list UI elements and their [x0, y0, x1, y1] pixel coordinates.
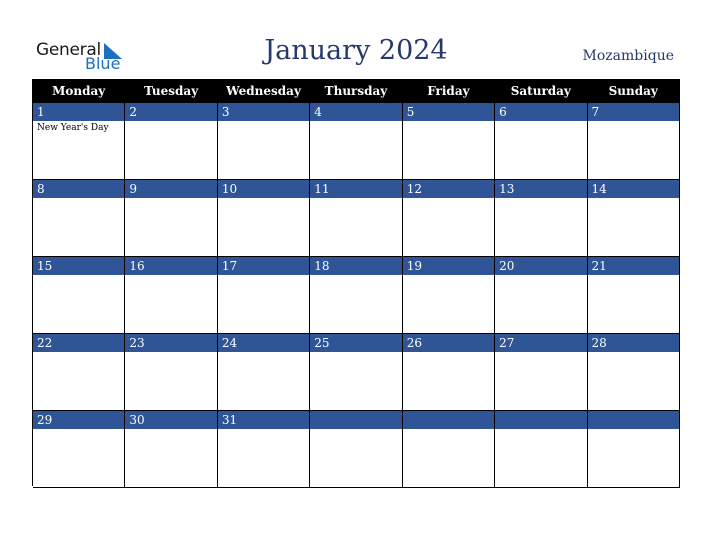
- weekday-wednesday: Wednesday: [218, 80, 310, 103]
- holiday-label: [125, 352, 216, 354]
- holiday-label: [588, 121, 679, 123]
- day-cell: [310, 257, 402, 334]
- day-cell: [310, 411, 402, 488]
- logo-word-blue: Blue: [85, 54, 121, 73]
- day-number: 9: [125, 180, 216, 198]
- holiday-label: [218, 121, 309, 123]
- day-number: 21: [588, 257, 679, 275]
- day-number: 30: [125, 411, 216, 429]
- weekday-tuesday: Tuesday: [125, 80, 217, 103]
- day-number: 5: [403, 103, 494, 121]
- holiday-label: [495, 121, 586, 123]
- day-cell: [33, 103, 125, 180]
- day-number: 2: [125, 103, 216, 121]
- day-cell: [310, 334, 402, 411]
- day-number: 26: [403, 334, 494, 352]
- holiday-label: [403, 121, 494, 123]
- week-row: [33, 257, 680, 334]
- holiday-label: [125, 198, 216, 200]
- holiday-label: [218, 275, 309, 277]
- day-number: 28: [588, 334, 679, 352]
- calendar-weeks: [33, 103, 680, 488]
- week-row: [33, 411, 680, 488]
- day-number: 19: [403, 257, 494, 275]
- logo-word-general: General: [36, 40, 101, 60]
- day-number: 31: [218, 411, 309, 429]
- day-cell: [495, 411, 587, 488]
- day-number: 20: [495, 257, 586, 275]
- holiday-label: New Year's Day: [37, 123, 109, 133]
- holiday-label: [125, 121, 216, 123]
- day-cell: [218, 257, 310, 334]
- holiday-label: [403, 429, 494, 431]
- holiday-label: [33, 198, 124, 200]
- day-number: 22: [33, 334, 124, 352]
- day-number: 14: [588, 180, 679, 198]
- day-number: 12: [403, 180, 494, 198]
- holiday-label: [33, 352, 124, 354]
- week-row: [33, 180, 680, 257]
- holiday-label: [125, 429, 216, 431]
- day-number: 15: [33, 257, 124, 275]
- day-number: 3: [218, 103, 309, 121]
- day-cell: [310, 103, 402, 180]
- day-cell: [218, 334, 310, 411]
- day-number: 27: [495, 334, 586, 352]
- holiday-label: [218, 198, 309, 200]
- day-cell: [403, 257, 495, 334]
- day-cell: [125, 334, 217, 411]
- day-cell: [588, 334, 680, 411]
- holiday-label: [33, 275, 124, 277]
- holiday-label: [218, 352, 309, 354]
- day-cell: [495, 180, 587, 257]
- day-cell: [495, 334, 587, 411]
- holiday-label: [495, 429, 586, 431]
- day-cell: [403, 411, 495, 488]
- day-cell: [588, 257, 680, 334]
- holiday-label: [403, 352, 494, 354]
- holiday-label: [310, 429, 401, 431]
- day-number: [588, 411, 679, 429]
- week-row: [33, 103, 680, 180]
- day-cell: [403, 103, 495, 180]
- day-number: 8: [33, 180, 124, 198]
- holiday-label: [495, 275, 586, 277]
- day-cell: [33, 334, 125, 411]
- day-cell: [310, 180, 402, 257]
- holiday-label: [310, 275, 401, 277]
- day-number: 16: [125, 257, 216, 275]
- weekday-friday: Friday: [403, 80, 495, 103]
- day-number: [403, 411, 494, 429]
- day-number: 13: [495, 180, 586, 198]
- weekday-monday: Monday: [33, 80, 125, 103]
- day-cell: [218, 103, 310, 180]
- holiday-label: [588, 198, 679, 200]
- day-number: 17: [218, 257, 309, 275]
- day-number: 25: [310, 334, 401, 352]
- week-row: [33, 334, 680, 411]
- day-cell: [403, 180, 495, 257]
- day-number: 7: [588, 103, 679, 121]
- weekday-sunday: Sunday: [588, 80, 680, 103]
- weekday-thursday: Thursday: [310, 80, 402, 103]
- country-label: Mozambique: [582, 48, 674, 64]
- day-cell: [588, 103, 680, 180]
- page-title: January 2024: [264, 35, 448, 66]
- day-number: 10: [218, 180, 309, 198]
- day-number: 11: [310, 180, 401, 198]
- holiday-label: [33, 429, 124, 431]
- day-cell: [588, 180, 680, 257]
- holiday-label: [495, 198, 586, 200]
- holiday-label: [310, 121, 401, 123]
- day-cell: [125, 411, 217, 488]
- day-cell: [125, 180, 217, 257]
- day-cell: [495, 103, 587, 180]
- holiday-label: [218, 429, 309, 431]
- day-cell: [33, 180, 125, 257]
- day-number: 4: [310, 103, 401, 121]
- day-cell: [33, 257, 125, 334]
- holiday-label: [125, 275, 216, 277]
- holiday-label: [495, 352, 586, 354]
- day-cell: [218, 411, 310, 488]
- weekday-saturday: Saturday: [495, 80, 587, 103]
- day-number: 6: [495, 103, 586, 121]
- holiday-label: [403, 198, 494, 200]
- day-number: 24: [218, 334, 309, 352]
- weekday-header-row: [33, 80, 680, 103]
- day-cell: [588, 411, 680, 488]
- holiday-label: [588, 275, 679, 277]
- day-cell: [218, 180, 310, 257]
- holiday-label: [588, 352, 679, 354]
- holiday-label: [588, 429, 679, 431]
- day-number: [495, 411, 586, 429]
- calendar-grid: [32, 79, 680, 486]
- day-cell: [495, 257, 587, 334]
- day-number: 29: [33, 411, 124, 429]
- holiday-label: [403, 275, 494, 277]
- day-number: 23: [125, 334, 216, 352]
- day-number: 18: [310, 257, 401, 275]
- day-number: 1: [33, 103, 124, 121]
- day-number: [310, 411, 401, 429]
- day-cell: [33, 411, 125, 488]
- day-cell: [403, 334, 495, 411]
- day-cell: [125, 257, 217, 334]
- day-cell: [125, 103, 217, 180]
- holiday-label: [310, 352, 401, 354]
- holiday-label: [310, 198, 401, 200]
